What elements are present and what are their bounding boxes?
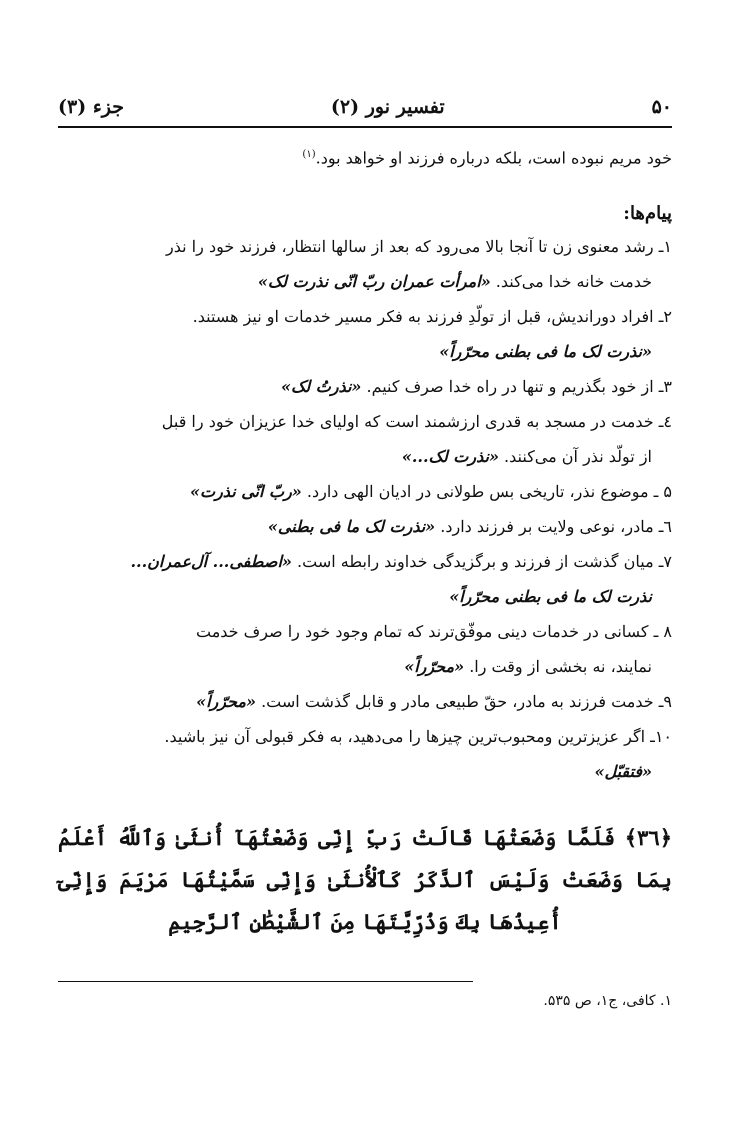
message-reference: «نذرت لک ما فی بطنی» (267, 517, 436, 537)
message-continuation (58, 754, 672, 789)
message-text: ٤ـ خدمت در مسجد به قدری ارزشمند است که اولیای خدا عزیزان خود را قبل (161, 412, 672, 432)
message-reference: «اصطفی... آل‌عمران... (130, 552, 292, 572)
messages-list (58, 229, 672, 789)
footnote: ۱. کافی، ج۱، ص ۵۳۵. (543, 993, 672, 1009)
message-text: ۸ ـ کسانی در خدمات دینی موفّق‌ترند که تمام وجود خود را صرف خدمت (195, 622, 672, 642)
message-reference: «فتقبّل» (594, 762, 652, 782)
message-item (58, 509, 672, 544)
footnote-divider (58, 981, 473, 982)
messages-heading: پیام‌ها: (623, 203, 672, 225)
message-item (58, 369, 672, 404)
message-continuation (58, 439, 672, 474)
message-continuation-text: نمایند، نه بخشی از وقت را. (469, 657, 652, 677)
part-label: جزء (۳) (58, 96, 124, 118)
message-continuation (58, 334, 672, 369)
message-continuation-text: از تولّد نذر آن می‌کنند. (504, 447, 652, 467)
message-text: ۹ـ خدمت فرزند به مادر، حقّ طبیعی مادر و قابل گذشت است. (261, 692, 672, 712)
footnote-reference: (۱) (302, 149, 316, 160)
message-item (58, 719, 672, 789)
message-continuation (58, 264, 672, 299)
message-reference: «محرّراً» (404, 657, 465, 677)
intro-text: خود مریم نبوده است، بلکه درباره فرزند او خواهد بود. (315, 148, 672, 168)
message-item (58, 614, 672, 684)
quran-verse: ﴿٣٦﴾ فَلَمَّا وَضَعَتْهَا قَالَتْ رَبِّ إِنِّی وَضَعْتُهَآ أُنثَیٰ وَٱللَّهُ أَعْلَمُ بِمَا وَضَعَتْ وَلَیْسَ ٱلذَّكَرُ كَٱلْأُنثَیٰ وَإِنِّی سَمَّیْتُهَا مَرْیَمَ وَإِنِّیٓ أُعِیذُهَا بِكَ وَذُرِّیَّتَهَا مِنَ ٱلشَّیْطَٰنِ ٱلرَّجِیمِ (58, 825, 672, 935)
message-item (58, 229, 672, 299)
message-reference: «نذرت لک ما فی بطنی محرّراً» (439, 342, 652, 362)
message-item (58, 299, 672, 369)
message-text: ۲ـ افراد دوراندیش، قبل از تولّدِ فرزند به فکر مسیر خدمات او نیز هستند. (192, 307, 672, 327)
message-text: ۱ـ رشد معنوی زن تا آنجا بالا می‌رود که بعد از سالها انتظار، فرزند خود را نذر (166, 237, 672, 257)
message-reference: «نذرتُ لک» (280, 377, 362, 397)
message-text: ۷ـ میان گذشت از فرزند و برگزیدگی خداوند رابطه است. (297, 552, 672, 572)
message-continuation-text: خدمت خانه خدا می‌کند. (495, 272, 652, 292)
page-header (58, 92, 672, 128)
book-title: تفسیر نور (۲) (330, 96, 445, 118)
page-body (58, 140, 672, 943)
message-text: ۱۰ـ اگر عزیزترین ومحبوب‌ترین چیزها را می‌دهید، به فکر قبولی آن نیز باشید. (164, 727, 672, 747)
message-text: ۳ـ از خود بگذریم و تنها در راه خدا صرف کنیم. (366, 377, 672, 397)
message-item (58, 474, 672, 509)
message-text: ۵ ـ موضوع نذر، تاریخی بس طولانی در ادیان الهی دارد. (306, 482, 672, 502)
message-item (58, 404, 672, 474)
message-continuation (58, 649, 672, 684)
message-item (58, 684, 672, 719)
intro-paragraph (58, 140, 672, 173)
message-reference: «نذرت لک...» (401, 447, 499, 467)
message-reference: «محرّراً» (196, 692, 256, 712)
message-reference: «امرأت عمران ربّ انّی نذرت لک» (257, 272, 491, 292)
message-text: ٦ـ مادر، نوعی ولایت بر فرزند دارد. (440, 517, 672, 537)
message-item (58, 544, 672, 614)
page-number: ۵۰ (651, 96, 672, 118)
message-reference: «ربّ انّی نذرت» (190, 482, 302, 502)
message-continuation-text: نذرت لک ما فی بطنی محرّراً» (449, 587, 652, 607)
message-continuation (58, 579, 672, 614)
